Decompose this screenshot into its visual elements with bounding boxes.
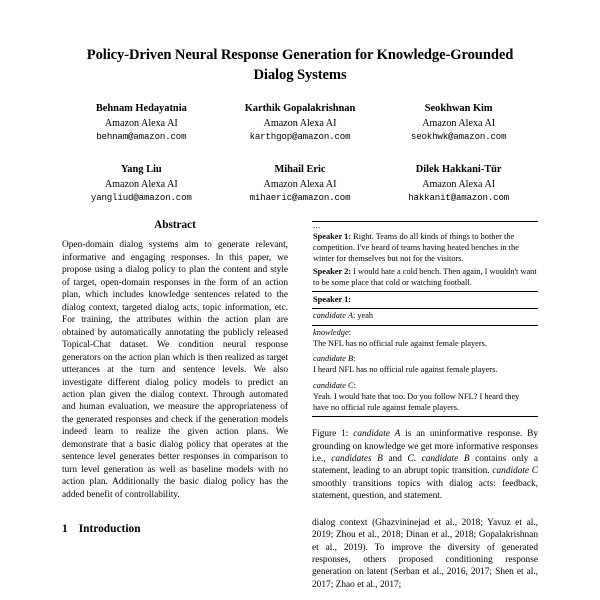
candidate-label: candidate C xyxy=(313,380,354,390)
author-affiliation: Amazon Alexa AI xyxy=(422,179,496,191)
author-email[interactable]: hakkanit@amazon.com xyxy=(408,192,510,204)
authors-block xyxy=(62,102,538,205)
candidate-label: candidate A xyxy=(313,311,353,321)
knowledge-row xyxy=(312,325,538,353)
candidate-text: I heard NFL has no official rule against female players. xyxy=(313,365,498,375)
author-row xyxy=(62,163,538,205)
author-name: Karthik Gopalakrishnan xyxy=(244,103,356,115)
author-email[interactable]: karthgop@amazon.com xyxy=(249,131,351,143)
dialog-turn xyxy=(312,230,538,267)
author-entry xyxy=(379,163,538,205)
author-entry xyxy=(379,102,538,144)
figure-caption-prefix: Figure 1: xyxy=(312,429,349,440)
candidate-label: candidate B xyxy=(313,354,354,364)
candidate-text: Yeah. I would hate that too. Do you follow NFL? I heard they have no official rule against female players. xyxy=(313,391,520,412)
two-column-body xyxy=(62,219,538,591)
author-affiliation: Amazon Alexa AI xyxy=(104,179,178,191)
author-name: Behnam Hedayatnia xyxy=(95,103,187,115)
abstract-heading: Abstract xyxy=(154,219,196,232)
author-name: Seokhwan Kim xyxy=(424,103,493,115)
author-email[interactable]: yangliud@amazon.com xyxy=(90,192,192,204)
abstract-body xyxy=(62,239,288,501)
author-name: Yang Liu xyxy=(120,164,162,176)
figure-caption xyxy=(312,428,538,502)
figure-caption-body: candidate A is an uninformative response. By grounding on knowledge we get more informative responses i.e., candidates B and C. candidate B contains only a statement, leading to an abrupt topic transition. candidate C smoothly transitions topics with dialog acts: feedback, statement, question, and statement. xyxy=(312,429,539,502)
knowledge-separator: : xyxy=(348,327,352,337)
prompt-speaker-label: Speaker 1: xyxy=(313,294,352,304)
abstract-text: Open-domain dialog systems aim to generate relevant, informative and engaging responses. In this paper, we propose using a dialog policy to plan the content and style of target, open-domain responses in the form of an action plan, which includes knowledge sentences related to the dialog context, targeted dialog acts, topic information, etc. For training, the attributes within the action plan are obtained by automatically annotating the publicly released Topical-Chat dataset. We condition neural response generators on the action plan which is then realized as target utterances at the turn and sentence levels. We also investigate different dialog policy models to predict an action plan given the dialog context. Through automated and human evaluation, we measure the appropriateness of the generated responses and check if the generation models indeed learn to realize the given action plans. We demonstrate that a basic dialog policy that operates at the sentence level generates better responses in comparison to turn level generation as well as baseline models with no action plan. Additionally the basic dialog policy has the added benefit of controllability. xyxy=(62,240,288,500)
candidate-separator: : xyxy=(353,380,356,390)
candidate-row-a xyxy=(312,308,538,325)
knowledge-label: knowledge xyxy=(313,327,349,337)
author-affiliation: Amazon Alexa AI xyxy=(104,118,178,130)
author-entry xyxy=(221,163,380,205)
knowledge-text: The NFL has no official rule against female players. xyxy=(313,338,488,348)
prompt-speaker-row xyxy=(312,291,538,308)
speaker-text: Right. Teams do all kinds of things to bother the competition. I've heard of teams having heated benches in the winter for themselves but not for the visitors. xyxy=(313,231,519,263)
candidate-separator: : xyxy=(352,311,358,321)
author-entry xyxy=(221,102,380,144)
candidate-text: yeah xyxy=(357,311,374,321)
dialog-turn xyxy=(312,267,538,291)
candidate-row-b xyxy=(312,352,538,379)
candidate-row-c xyxy=(312,379,538,416)
speaker-text: I would hate a cold bench. Then again, I wouldn't want to be some place that cold or watching football. xyxy=(313,267,537,287)
author-email[interactable]: behnam@amazon.com xyxy=(96,131,187,143)
speaker-label: Speaker 2: xyxy=(313,267,352,276)
author-affiliation: Amazon Alexa AI xyxy=(263,179,337,191)
left-column xyxy=(62,219,288,591)
author-email[interactable]: mihaeric@amazon.com xyxy=(249,192,351,204)
speaker-label: Speaker 1: xyxy=(313,231,352,241)
author-email[interactable]: seokhwk@amazon.com xyxy=(410,131,507,143)
introduction-heading xyxy=(62,523,288,535)
author-entry xyxy=(62,102,221,144)
author-affiliation: Amazon Alexa AI xyxy=(263,118,337,130)
figure-dialog-table xyxy=(312,221,538,417)
author-name: Dilek Hakkani-Tür xyxy=(415,164,502,176)
page-title: Policy-Driven Neural Response Generation for Knowledge-Grounded Dialog Systems xyxy=(86,47,514,83)
section-number: 1 xyxy=(62,523,68,536)
author-affiliation: Amazon Alexa AI xyxy=(422,118,496,130)
candidate-separator: : xyxy=(353,354,356,364)
dialog-ellipsis: ... xyxy=(313,221,321,231)
right-column xyxy=(312,219,538,591)
introduction-paragraph: dialog context (Ghazvininejad et al., 2018; Yavuz et al., 2019; Zhou et al., 2018; Dinan et al., 2018; Gopalakrishnan et al., 2019). To improve the diversity of generated responses, others proposed conditioning response generation on latent (Serban et al., 2016, 2017; Shen et al., 2017; Zhao et al., 2017; xyxy=(312,517,538,590)
author-entry xyxy=(62,163,221,205)
section-title: Introduction xyxy=(78,523,141,536)
author-row xyxy=(62,102,538,144)
author-name: Mihail Eric xyxy=(274,164,326,176)
